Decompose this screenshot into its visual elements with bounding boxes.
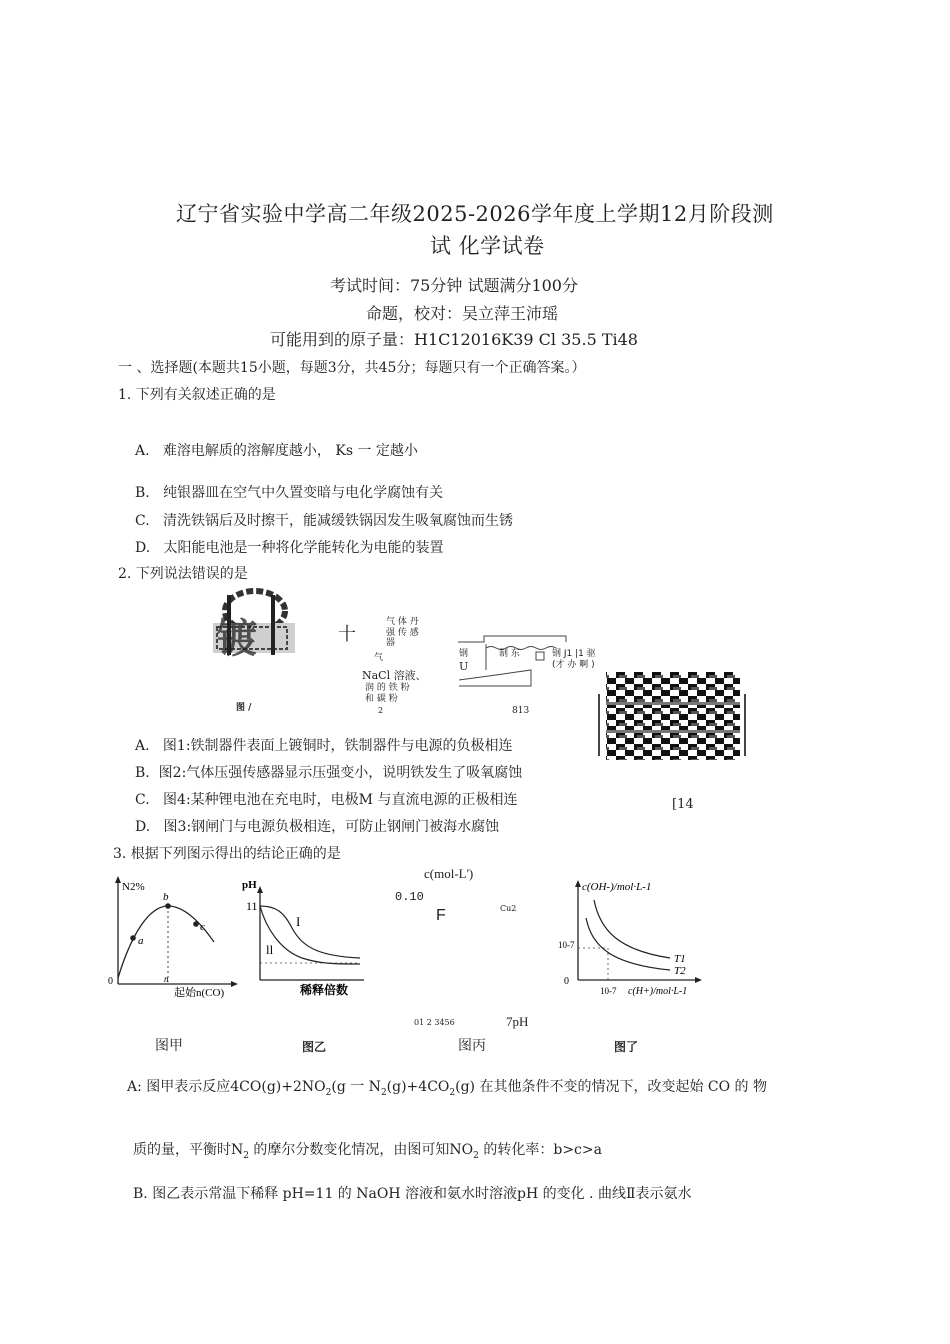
chart-yi-ylabel: pH [242, 879, 257, 891]
option-letter: D. [135, 819, 151, 835]
exam-title-line2: 试 化学试卷 [430, 234, 545, 258]
sub-2: 2 [243, 1150, 249, 1161]
q1-option-d [135, 537, 444, 557]
sub-2: 2 [325, 1087, 332, 1098]
q3-opta2-part3: 的转化率：b>c>a [478, 1142, 602, 1158]
chart-ding-xtick: 10-7 [600, 986, 617, 996]
chart-bing-caption: 图丙 [458, 1038, 486, 1054]
chart-jia-label-c: c [200, 921, 205, 933]
option-letter: C. [135, 513, 150, 529]
option-text: 图1:铁制器件表面上镀铜时，铁制器件与电源的负极相连 [162, 738, 513, 754]
option-letter: B. [135, 765, 150, 781]
option-letter: A. [135, 738, 150, 754]
chart-bing-letter-cu: Cu2 [500, 904, 517, 913]
chart-jia-xlabel: 起始n(CO) [174, 987, 225, 999]
chart-yi-label-i: I [296, 914, 301, 929]
fig2-sensor-3: 器 [386, 638, 396, 648]
chart-ding-origin: 0 [564, 976, 569, 987]
q3-option-a-line2 [133, 1139, 602, 1161]
fig2-gas: 气 [374, 653, 384, 663]
chart-yi-ytick: 11 [246, 899, 258, 913]
fig2-sensor-2: 强 传 感 [386, 628, 419, 638]
chart-yi-xlabel: 稀释倍数 [300, 983, 349, 997]
chart-jia-point-a [130, 935, 136, 941]
fig2-solution-1: NaCl 溶液、 [362, 669, 427, 682]
q2-stem: 2. 下列说法错误的是 [118, 566, 248, 582]
exam-title-line1: 辽宁省实验中学高二年级2025-2026学年度上学期12月阶段测 [176, 202, 774, 226]
chart-yi-label-ll: ll [266, 942, 274, 957]
chart-ding [558, 872, 708, 1000]
q3-opta2-part2: 的摩尔分数变化情况，由图可知NO [248, 1142, 474, 1158]
option-text: 纯银器皿在空气中久置变暗与电化学腐蚀有关 [163, 485, 444, 501]
q3-opta-part2: (g 一 N [331, 1079, 381, 1095]
exam-authors: 命题，校对：吴立萍王沛瑶 [366, 304, 559, 323]
chart-jia [102, 872, 242, 1000]
option-letter: A. [135, 443, 150, 459]
q1-option-b [135, 482, 443, 502]
q2-option-d [135, 816, 499, 836]
option-letter: B. [135, 485, 150, 501]
option-letter: D. [135, 540, 151, 556]
plus-sign: 十 [338, 624, 356, 645]
q1-stem: 1. 下列有关叙述正确的是 [118, 387, 276, 403]
figure-1-caption: 图 / [236, 703, 252, 713]
chart-ding-label-t1: T1 [674, 953, 686, 965]
figure-3-caption: 813 [512, 706, 530, 716]
chart-ding-xlabel: c(H+)/mol·L-1 [628, 986, 688, 997]
chart-bing-xticks: 01 2 3456 [414, 1018, 455, 1027]
chart-yi-curve-ll [260, 906, 360, 964]
fig2-solution-2: 润 的 铁 粉 [365, 683, 410, 693]
exam-info: 考试时间：75分钟 试题满分100分 [330, 276, 578, 295]
chart-jia-origin: 0 [108, 976, 113, 987]
q3-option-b: B. 图乙表示常温下稀释 pH=11 的 NaOH 溶液和氨水时溶液pH 的变化 . 曲线Ⅱ表示氨水 [133, 1186, 692, 1202]
chart-jia-point-b [165, 903, 171, 909]
q3-opta-part3: (g)+4CO [386, 1079, 450, 1095]
option-text: 图3:钢闸门与电源负极相连，可防止钢闸门被海水腐蚀 [163, 819, 500, 835]
chart-yi-curve-i [260, 906, 360, 958]
chart-bing-ylabel: c(mol-L') [424, 866, 474, 881]
figure-4-lithium-battery [598, 672, 746, 760]
sub-2: 2 [449, 1087, 456, 1098]
battery-pattern-image [598, 672, 746, 760]
sub-2: 2 [380, 1087, 387, 1098]
option-text: 清洗铁锅后及时擦干，能减缓铁锅因发生吸氧腐蚀而生锈 [163, 513, 514, 529]
fig2-sensor-1: 气 体 丹 [386, 617, 419, 627]
chart-ding-caption: 图了 [614, 1040, 639, 1054]
q2-option-c [135, 789, 517, 809]
fig3-label-3: 钢 J1 |1 驱 [552, 649, 596, 659]
fig3-label-1: 钢 [459, 649, 469, 659]
atomic-masses: 可能用到的原子量：H1C12016K39 Cl 35.5 Ti48 [270, 330, 638, 349]
chart-yi-caption: 图乙 [302, 1040, 327, 1054]
chart-ding-curve-t2 [586, 918, 670, 970]
figure-1-electroplating [203, 585, 298, 665]
option-text: 图4:某种锂电池在充电时，电极M 与直流电源的正极相连 [163, 792, 518, 808]
chart-ding-ylabel: c(OH-)/mol·L-1 [582, 881, 652, 893]
q3-opta-part1: A: 图甲表示反应4CO(g)+2NO [127, 1079, 326, 1095]
option-letter: C. [135, 792, 150, 808]
figure-2-caption: 2 [378, 706, 384, 715]
chart-jia-xtick: n [164, 974, 169, 984]
q1-option-c [135, 510, 513, 530]
chart-jia-label-b: b [163, 891, 169, 903]
chart-bing-ytick: 0.10 [395, 890, 424, 904]
chart-jia-ylabel: N2% [122, 881, 145, 893]
figure-4-caption: [14 [672, 797, 694, 812]
fig3-label-4: (才 办 啊 ) [552, 660, 595, 670]
q3-option-a-line1 [127, 1076, 767, 1098]
chart-ding-label-t2: T2 [674, 965, 686, 977]
q3-stem: 3. 根据下列图示得出的结论正确的是 [113, 846, 341, 862]
fig3-label-2: 制 东 [499, 649, 520, 659]
chart-jia-caption: 图甲 [155, 1038, 183, 1054]
sub-2: 2 [473, 1150, 479, 1161]
chart-jia-curve [118, 906, 214, 978]
q1-option-a [135, 440, 418, 460]
fig2-solution-3: 和 碳 粉 [365, 694, 398, 704]
option-text: 难溶电解质的溶解度越小， Ks 一 定越小 [162, 443, 418, 459]
chart-bing-letter-f: F [436, 907, 446, 924]
chart-ding-curve-t1 [594, 900, 670, 958]
option-text: 图2:气体压强传感器显示压强变小，说明铁发生了吸氧腐蚀 [158, 765, 523, 781]
chart-jia-label-a: a [138, 935, 144, 947]
q2-option-b [135, 762, 522, 782]
option-text: 太阳能电池是一种将化学能转化为电能的装置 [163, 540, 444, 556]
section-heading: 一 、选择题(本题共15小题，每题3分，共45分；每题只有一个正确答案。） [118, 360, 586, 376]
chart-jia-point-c [193, 921, 199, 927]
q3-opta-part4: (g) 在其他条件不变的情况下，改变起始 CO 的 物 [455, 1079, 767, 1095]
q2-option-a [135, 735, 513, 755]
q3-opta2-part1: 质的量，平衡时N [133, 1142, 244, 1158]
chart-yi [236, 872, 376, 1000]
chart-bing-xlabel: 7pH [506, 1014, 529, 1029]
fig3-u: U [459, 660, 469, 673]
plating-glyph: 镀 [217, 615, 257, 662]
chart-ding-ytick: 10-7 [558, 940, 575, 950]
